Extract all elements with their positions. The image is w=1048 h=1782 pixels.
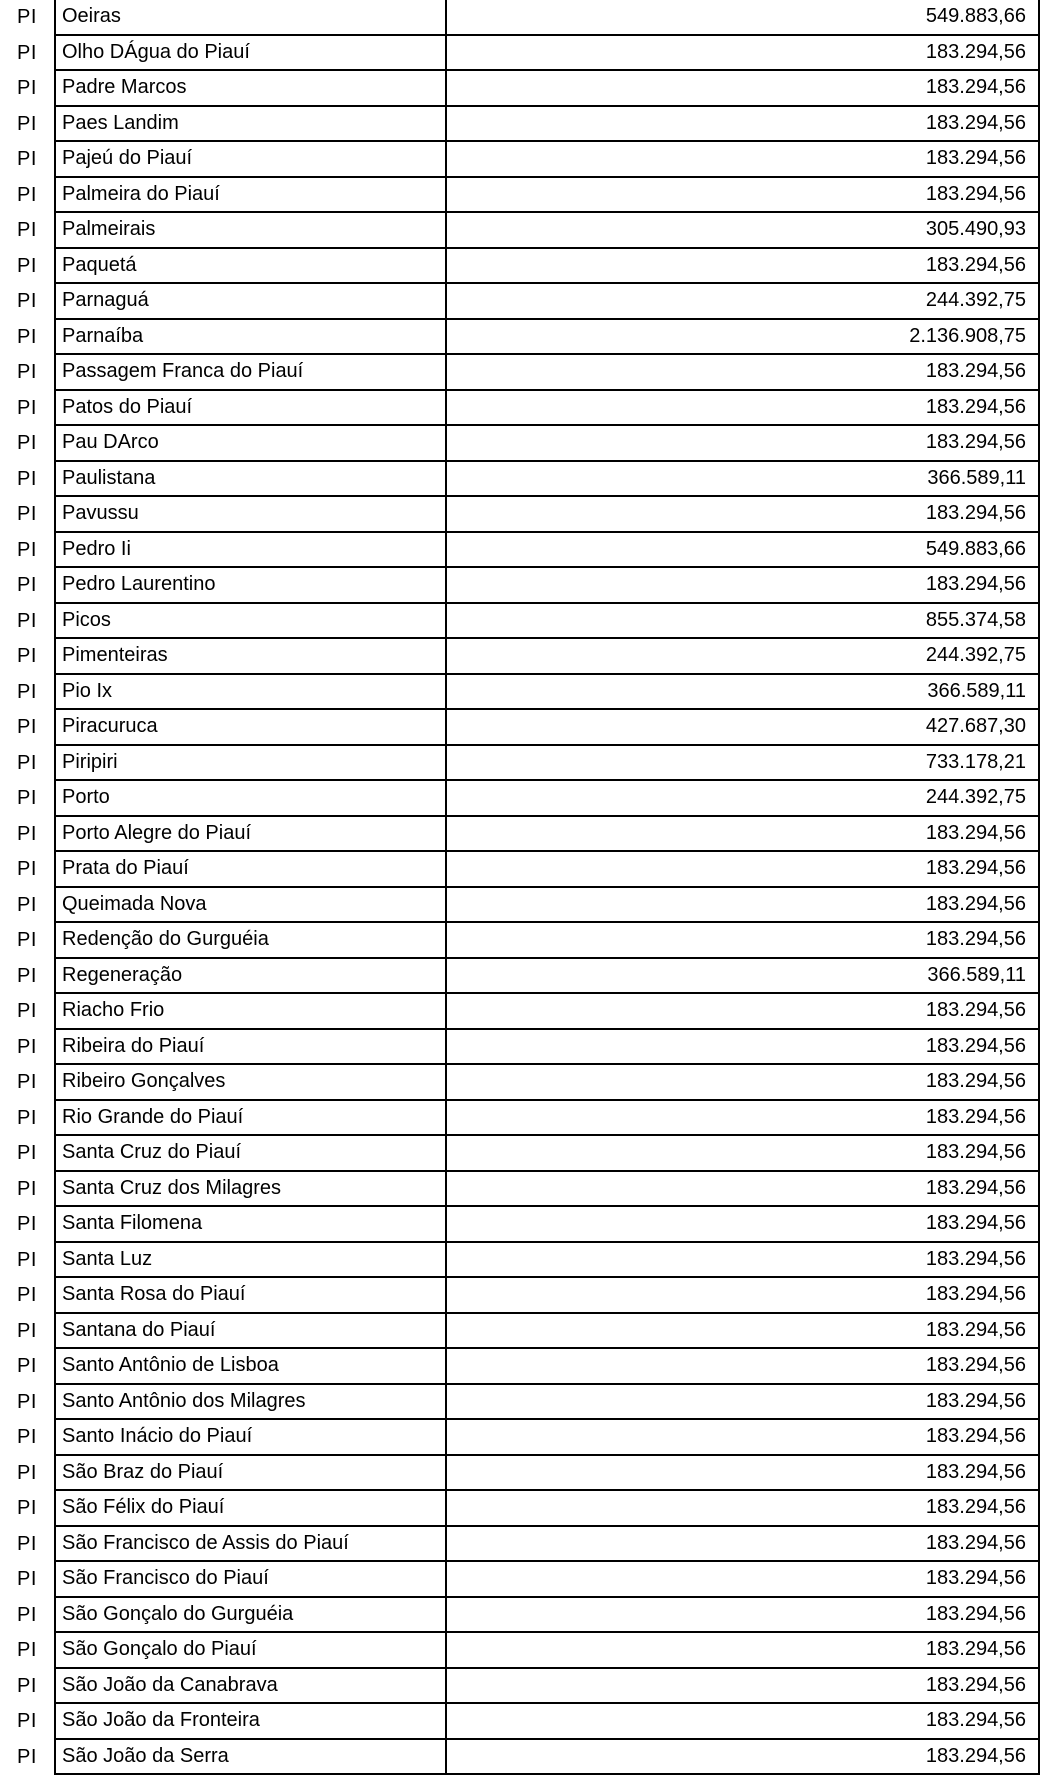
municipio-cell[interactable]: Regeneração [54,959,447,995]
valor-cell[interactable]: 183.294,56 [447,888,1040,924]
uf-cell[interactable]: PI [17,1710,37,1733]
municipio-cell[interactable]: São João da Fronteira [54,1704,447,1740]
municipio-cell[interactable]: Pau DArco [54,426,447,462]
valor-cell[interactable]: 366.589,11 [447,462,1040,498]
uf-cell[interactable]: PI [17,1213,37,1236]
municipio-cell[interactable]: Pedro Laurentino [54,568,447,604]
municipio-cell[interactable]: Palmeira do Piauí [54,178,447,214]
uf-cell[interactable]: PI [17,432,37,455]
municipio-cell[interactable]: Piracuruca [54,710,447,746]
table-row [0,1598,1048,1634]
uf-cell[interactable]: PI [17,1603,37,1626]
valor-cell[interactable]: 183.294,56 [447,355,1040,391]
municipio-cell[interactable]: Santa Cruz do Piauí [54,1136,447,1172]
table-row [0,746,1048,782]
municipio-cell[interactable]: Pavussu [54,497,447,533]
valor-cell[interactable]: 183.294,56 [447,1385,1040,1421]
valor-cell[interactable]: 183.294,56 [447,249,1040,285]
municipio-cell[interactable]: Porto [54,781,447,817]
valor-cell[interactable]: 183.294,56 [447,1101,1040,1137]
valor-cell[interactable]: 183.294,56 [447,142,1040,178]
table-row [0,320,1048,356]
municipio-cell[interactable]: Ribeira do Piauí [54,1030,447,1066]
table-row [0,1349,1048,1385]
uf-cell[interactable]: PI [17,290,37,313]
table-row [0,568,1048,604]
municipio-cell[interactable]: Patos do Piauí [54,391,447,427]
municipio-cell[interactable]: Santo Antônio de Lisboa [54,1349,447,1385]
municipio-cell[interactable]: São Francisco do Piauí [54,1562,447,1598]
uf-cell[interactable]: PI [17,219,37,242]
uf-cell[interactable]: PI [17,1035,37,1058]
municipio-cell[interactable]: Picos [54,604,447,640]
table-row [0,710,1048,746]
uf-cell[interactable]: PI [17,1426,37,1449]
municipio-cell[interactable]: Prata do Piauí [54,852,447,888]
valor-cell[interactable]: 244.392,75 [447,284,1040,320]
municipio-cell[interactable]: Palmeirais [54,213,447,249]
municipio-cell[interactable]: Pedro Ii [54,533,447,569]
valor-cell[interactable]: 183.294,56 [447,497,1040,533]
valor-cell[interactable]: 549.883,66 [447,0,1040,36]
valor-cell[interactable]: 733.178,21 [447,746,1040,782]
valor-cell[interactable]: 2.136.908,75 [447,320,1040,356]
uf-cell[interactable]: PI [17,396,37,419]
valor-cell[interactable]: 183.294,56 [447,1349,1040,1385]
uf-cell[interactable]: PI [17,1745,37,1768]
valor-cell[interactable]: 183.294,56 [447,817,1040,853]
municipio-cell[interactable]: Rio Grande do Piauí [54,1101,447,1137]
valor-cell[interactable]: 183.294,56 [447,994,1040,1030]
valor-cell[interactable]: 183.294,56 [447,1740,1040,1776]
municipio-cell[interactable]: Parnaguá [54,284,447,320]
table-row [0,497,1048,533]
uf-cell[interactable]: PI [17,787,37,810]
uf-cell[interactable]: PI [17,77,37,100]
valor-cell[interactable]: 183.294,56 [447,1562,1040,1598]
valor-cell[interactable]: 244.392,75 [447,639,1040,675]
table-row [0,1740,1048,1776]
table-row [0,355,1048,391]
uf-cell[interactable]: PI [17,1071,37,1094]
table-row [0,852,1048,888]
municipio-cell[interactable]: Passagem Franca do Piauí [54,355,447,391]
table-row [0,1136,1048,1172]
municipio-cell[interactable]: Queimada Nova [54,888,447,924]
table-row [0,1562,1048,1598]
valor-cell[interactable]: 183.294,56 [447,1704,1040,1740]
valor-cell[interactable]: 305.490,93 [447,213,1040,249]
table-row [0,1172,1048,1208]
uf-cell[interactable]: PI [17,680,37,703]
table-row [0,36,1048,72]
municipio-cell[interactable]: São Gonçalo do Piauí [54,1633,447,1669]
uf-cell[interactable]: PI [17,148,37,171]
municipio-cell[interactable]: Santa Filomena [54,1207,447,1243]
municipio-cell[interactable]: Santo Antônio dos Milagres [54,1385,447,1421]
municipio-cell[interactable]: Piripiri [54,746,447,782]
uf-cell[interactable]: PI [17,1497,37,1520]
valor-cell[interactable]: 183.294,56 [447,1243,1040,1279]
table-row [0,675,1048,711]
municipio-cell[interactable]: Santo Inácio do Piauí [54,1420,447,1456]
valor-cell[interactable]: 366.589,11 [447,959,1040,995]
municipio-cell[interactable]: São Félix do Piauí [54,1491,447,1527]
valor-cell[interactable]: 183.294,56 [447,178,1040,214]
valor-cell[interactable]: 183.294,56 [447,1030,1040,1066]
valor-cell[interactable]: 183.294,56 [447,568,1040,604]
municipio-cell[interactable]: Pimenteiras [54,639,447,675]
municipio-cell[interactable]: Santana do Piauí [54,1314,447,1350]
valor-cell[interactable]: 244.392,75 [447,781,1040,817]
municipio-cell[interactable]: São Francisco de Assis do Piauí [54,1527,447,1563]
municipio-cell[interactable]: Ribeiro Gonçalves [54,1065,447,1101]
municipio-cell[interactable]: São Gonçalo do Gurguéia [54,1598,447,1634]
uf-cell[interactable]: PI [17,1177,37,1200]
uf-cell[interactable]: PI [17,1639,37,1662]
uf-cell[interactable]: PI [17,822,37,845]
valor-cell[interactable]: 183.294,56 [447,1065,1040,1101]
table-row [0,533,1048,569]
uf-cell[interactable]: PI [17,1142,37,1165]
table-row [0,1243,1048,1279]
uf-cell[interactable]: PI [17,893,37,916]
table-row [0,817,1048,853]
table-row [0,1065,1048,1101]
municipio-cell[interactable]: São João da Canabrava [54,1669,447,1705]
valor-cell[interactable]: 183.294,56 [447,1633,1040,1669]
table-row [0,994,1048,1030]
uf-cell[interactable]: PI [17,1390,37,1413]
municipio-cell[interactable]: São Braz do Piauí [54,1456,447,1492]
uf-cell[interactable]: PI [17,751,37,774]
table-row [0,959,1048,995]
municipio-cell[interactable]: Santa Luz [54,1243,447,1279]
uf-cell[interactable]: PI [17,1532,37,1555]
uf-cell[interactable]: PI [17,645,37,668]
valor-cell[interactable]: 183.294,56 [447,107,1040,143]
table-row [0,1456,1048,1492]
table-row [0,1385,1048,1421]
uf-cell[interactable]: PI [17,1000,37,1023]
valor-cell[interactable]: 183.294,56 [447,1491,1040,1527]
uf-cell[interactable]: PI [17,1461,37,1484]
valor-cell[interactable]: 183.294,56 [447,1207,1040,1243]
uf-cell[interactable]: PI [17,1248,37,1271]
municipio-cell[interactable]: Padre Marcos [54,71,447,107]
uf-cell[interactable]: PI [17,361,37,384]
table-row [0,178,1048,214]
municipio-cell[interactable]: Pio Ix [54,675,447,711]
municipio-cell[interactable]: Paquetá [54,249,447,285]
municipio-cell[interactable]: Olho DÁgua do Piauí [54,36,447,72]
valor-cell[interactable]: 183.294,56 [447,71,1040,107]
valor-cell[interactable]: 183.294,56 [447,1420,1040,1456]
municipio-cell[interactable]: Paes Landim [54,107,447,143]
valor-cell[interactable]: 183.294,56 [447,1278,1040,1314]
uf-cell[interactable]: PI [17,1319,37,1342]
uf-cell[interactable]: PI [17,467,37,490]
table-row [0,1420,1048,1456]
municipio-cell[interactable]: Riacho Frio [54,994,447,1030]
table-row [0,71,1048,107]
table-row [0,1101,1048,1137]
table-row [0,1704,1048,1740]
valor-cell[interactable]: 183.294,56 [447,923,1040,959]
valor-cell[interactable]: 549.883,66 [447,533,1040,569]
uf-cell[interactable]: PI [17,41,37,64]
uf-cell[interactable]: PI [17,858,37,881]
uf-cell[interactable]: PI [17,964,37,987]
valor-cell[interactable]: 366.589,11 [447,675,1040,711]
valor-cell[interactable]: 183.294,56 [447,36,1040,72]
valor-cell[interactable]: 183.294,56 [447,852,1040,888]
table-row [0,1527,1048,1563]
uf-cell[interactable]: PI [17,716,37,739]
valor-cell[interactable]: 427.687,30 [447,710,1040,746]
table-row [0,462,1048,498]
uf-cell[interactable]: PI [17,112,37,135]
valor-cell[interactable]: 183.294,56 [447,1669,1040,1705]
table-row [0,107,1048,143]
uf-cell[interactable]: PI [17,1355,37,1378]
table-row [0,249,1048,285]
table-row [0,781,1048,817]
municipio-cell[interactable]: Parnaíba [54,320,447,356]
uf-cell[interactable]: PI [17,503,37,526]
table-row [0,0,1048,36]
table-row [0,1633,1048,1669]
table-row [0,284,1048,320]
table-row [0,142,1048,178]
valor-cell[interactable]: 183.294,56 [447,1598,1040,1634]
municipio-cell[interactable]: São João da Serra [54,1740,447,1776]
municipio-cell[interactable]: Redenção do Gurguéia [54,923,447,959]
table-row [0,426,1048,462]
uf-cell[interactable]: PI [17,538,37,561]
valor-cell[interactable]: 855.374,58 [447,604,1040,640]
table-row [0,888,1048,924]
uf-cell[interactable]: PI [17,609,37,632]
table-row [0,1314,1048,1350]
uf-cell[interactable]: PI [17,183,37,206]
uf-cell[interactable]: PI [17,1284,37,1307]
table-row [0,1207,1048,1243]
uf-cell[interactable]: PI [17,254,37,277]
table-row [0,1278,1048,1314]
municipio-cell[interactable]: Santa Rosa do Piauí [54,1278,447,1314]
table-row [0,1030,1048,1066]
valor-cell[interactable]: 183.294,56 [447,1527,1040,1563]
valor-cell[interactable]: 183.294,56 [447,391,1040,427]
table-row [0,1669,1048,1705]
valor-cell[interactable]: 183.294,56 [447,1314,1040,1350]
municipio-cell[interactable]: Porto Alegre do Piauí [54,817,447,853]
valor-cell[interactable]: 183.294,56 [447,426,1040,462]
uf-cell[interactable]: PI [17,574,37,597]
uf-cell[interactable]: PI [17,325,37,348]
table-row [0,1491,1048,1527]
valor-cell[interactable]: 183.294,56 [447,1456,1040,1492]
uf-cell[interactable]: PI [17,1568,37,1591]
uf-cell[interactable]: PI [17,1674,37,1697]
uf-cell[interactable]: PI [17,929,37,952]
municipio-cell[interactable]: Oeiras [54,0,447,36]
table-row [0,604,1048,640]
uf-cell[interactable]: PI [17,6,37,29]
table-row [0,391,1048,427]
uf-cell[interactable]: PI [17,1106,37,1129]
municipio-cell[interactable]: Pajeú do Piauí [54,142,447,178]
valor-cell[interactable]: 183.294,56 [447,1136,1040,1172]
valor-cell[interactable]: 183.294,56 [447,1172,1040,1208]
table-row [0,923,1048,959]
municipio-cell[interactable]: Paulistana [54,462,447,498]
municipio-cell[interactable]: Santa Cruz dos Milagres [54,1172,447,1208]
table-row [0,213,1048,249]
table-row [0,639,1048,675]
